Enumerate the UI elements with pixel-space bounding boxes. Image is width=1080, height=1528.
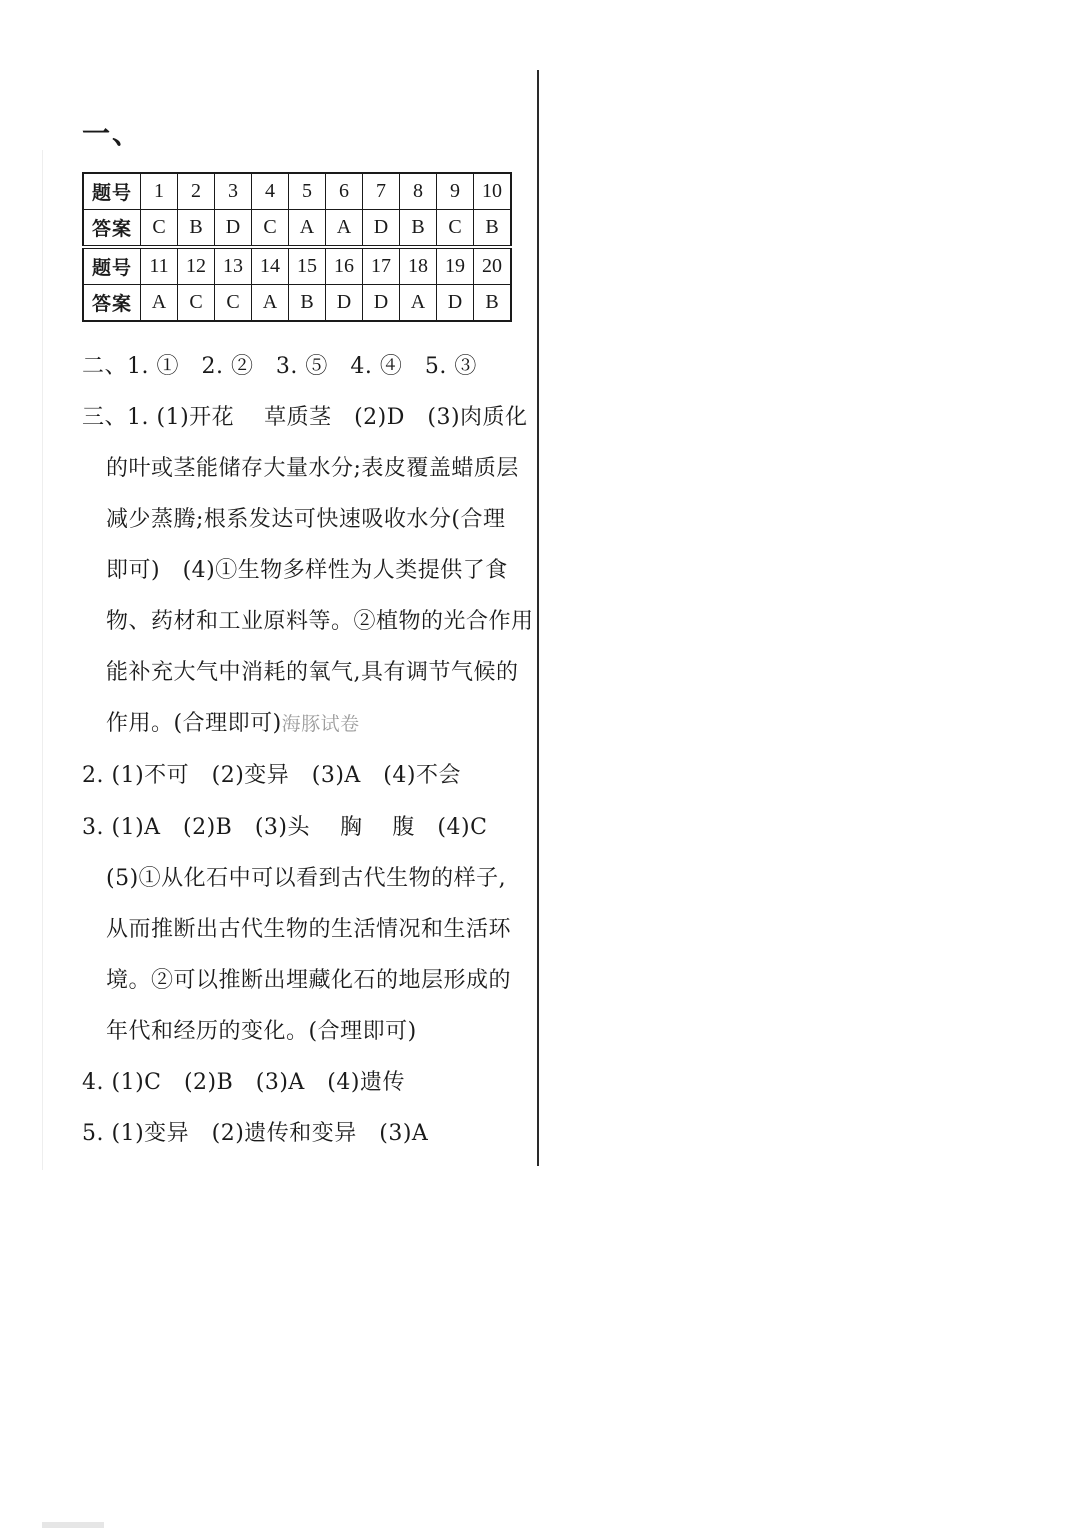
question-number: 10: [474, 173, 512, 210]
answer-cell: B: [474, 210, 512, 248]
answer-cell: A: [326, 210, 363, 248]
row-label-number: 题号: [83, 247, 141, 285]
q3-line-4: 境。②可以推断出埋藏化石的地层形成的: [106, 968, 512, 993]
question-number: 15: [289, 247, 326, 285]
column-divider: [537, 70, 539, 1166]
q1-line-1: 三、1. (1)开花 草质茎 (2)D (3)肉质化: [82, 405, 528, 430]
q1-line-7: [106, 706, 360, 737]
table-row-numbers-2: [83, 247, 511, 285]
page-edge-shadow: [42, 150, 43, 1170]
table-row-answers-1: [83, 210, 511, 248]
answer-cell: C: [141, 210, 178, 248]
answer-cell: A: [141, 285, 178, 322]
question-number: 5: [289, 173, 326, 210]
answer-cell: A: [400, 285, 437, 322]
answer-cell: D: [326, 285, 363, 322]
question-number: 2: [178, 173, 215, 210]
q1-line-4: 即可) (4)①生物多样性为人类提供了食: [106, 558, 508, 583]
answer-cell: C: [215, 285, 252, 322]
question-number: 6: [326, 173, 363, 210]
question-number: 11: [141, 247, 178, 285]
q2-answers: 2. (1)不可 (2)变异 (3)A (4)不会: [82, 763, 461, 788]
answer-cell: B: [289, 285, 326, 322]
table-row-numbers-1: [83, 173, 511, 210]
question-number: 7: [363, 173, 400, 210]
row-label-answer: 答案: [83, 210, 141, 248]
q3-line-1: 3. (1)A (2)B (3)头 胸 腹 (4)C: [82, 815, 488, 840]
scan-edge-mark: [42, 1522, 104, 1528]
q3-line-3: 从而推断出古代生物的生活情况和生活环: [106, 917, 512, 942]
question-number: 18: [400, 247, 437, 285]
answer-cell: A: [289, 210, 326, 248]
question-number: 14: [252, 247, 289, 285]
answer-cell: A: [252, 285, 289, 322]
q1-line-7-text: 作用。(合理即可): [106, 711, 282, 736]
question-number: 19: [437, 247, 474, 285]
answer-cell: B: [178, 210, 215, 248]
answer-cell: B: [400, 210, 437, 248]
q4-answers: 4. (1)C (2)B (3)A (4)遗传: [82, 1070, 405, 1095]
answer-cell: D: [437, 285, 474, 322]
question-number: 20: [474, 247, 512, 285]
answer-cell: B: [474, 285, 512, 322]
q5-answers: 5. (1)变异 (2)遗传和变异 (3)A: [82, 1121, 429, 1146]
question-number: 1: [141, 173, 178, 210]
answer-cell: C: [178, 285, 215, 322]
row-label-answer: 答案: [83, 285, 141, 322]
q3-line-5: 年代和经历的变化。(合理即可): [106, 1019, 417, 1044]
answer-cell: D: [215, 210, 252, 248]
section-one-heading: 一、: [82, 117, 143, 150]
answer-table: [82, 172, 512, 322]
section-two-answers: 二、1. ① 2. ② 3. ⑤ 4. ④ 5. ③: [82, 354, 477, 379]
question-number: 8: [400, 173, 437, 210]
q3-line-2: (5)①从化石中可以看到古代生物的样子,: [106, 866, 507, 891]
question-number: 12: [178, 247, 215, 285]
watermark: 海豚试卷: [281, 713, 360, 735]
question-number: 3: [215, 173, 252, 210]
question-number: 17: [363, 247, 400, 285]
q1-line-3: 减少蒸腾;根系发达可快速吸收水分(合理: [106, 507, 506, 532]
q1-line-2: 的叶或茎能储存大量水分;表皮覆盖蜡质层: [106, 456, 519, 481]
question-number: 9: [437, 173, 474, 210]
question-number: 13: [215, 247, 252, 285]
answer-cell: D: [363, 210, 400, 248]
answer-cell: C: [437, 210, 474, 248]
question-number: 4: [252, 173, 289, 210]
answer-cell: C: [252, 210, 289, 248]
row-label-number: 题号: [83, 173, 141, 210]
answer-cell: D: [363, 285, 400, 322]
q1-line-6: 能补充大气中消耗的氧气,具有调节气候的: [106, 660, 519, 685]
question-number: 16: [326, 247, 363, 285]
table-row-answers-2: [83, 285, 511, 322]
q1-line-5: 物、药材和工业原料等。②植物的光合作用: [106, 609, 534, 634]
